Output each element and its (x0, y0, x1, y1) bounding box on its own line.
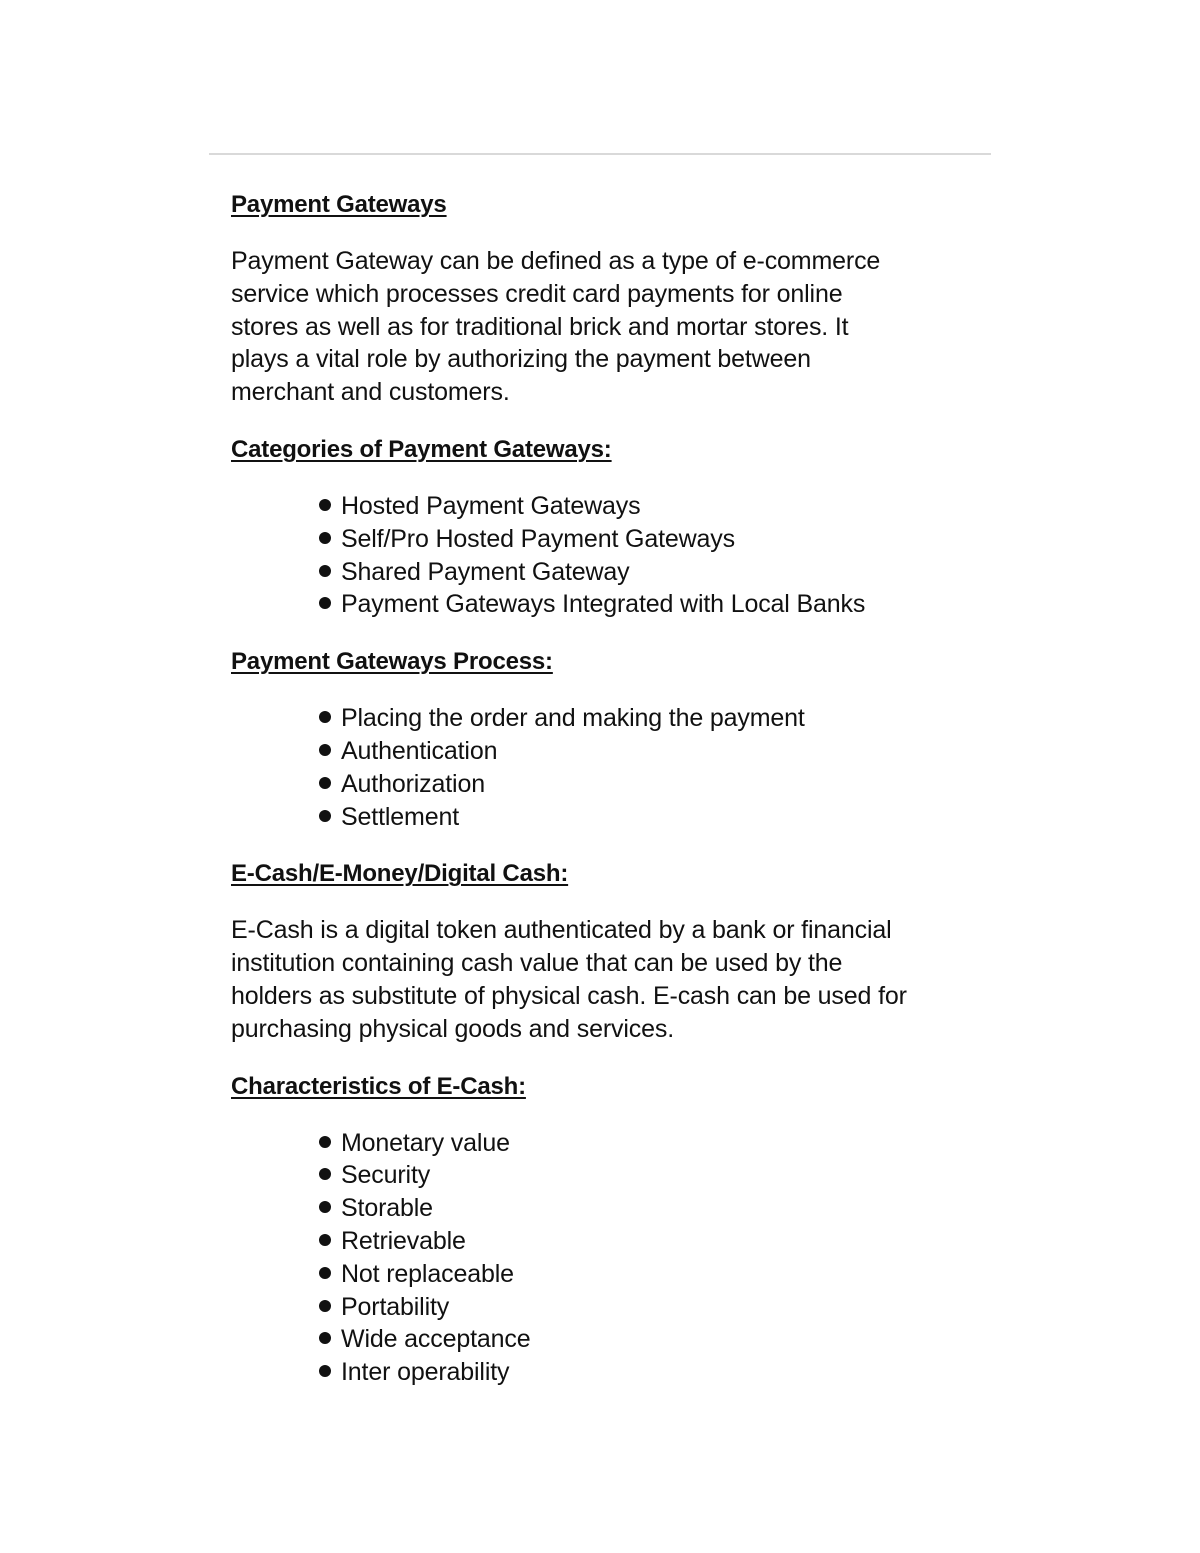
paragraph-ecash-definition (231, 914, 991, 1045)
list-item: Security (319, 1159, 991, 1192)
list-item: Authorization (319, 768, 991, 801)
paragraph-line: merchant and customers. (231, 378, 510, 407)
paragraph-line: E-Cash is a digital token authenticated by a bank or financial (231, 916, 892, 945)
paragraph-line: Payment Gateway can be defined as a type of e-commerce (231, 247, 881, 275)
heading-process: Payment Gateways Process: (231, 648, 553, 676)
paragraph-line: plays a vital role by authorizing the payment between (231, 345, 811, 374)
paragraph-line: holders as substitute of physical cash. E-cash can be used for (231, 981, 907, 1010)
bullet-icon (319, 1267, 331, 1279)
document-body (231, 188, 991, 1389)
categories-list (231, 490, 991, 621)
list-item: Inter operability (319, 1356, 991, 1389)
list-item: Not replaceable (319, 1258, 991, 1291)
list-item: Monetary value (319, 1127, 991, 1160)
list-item: Wide acceptance (319, 1323, 991, 1356)
bullet-icon (319, 1201, 331, 1213)
bullet-icon (319, 777, 331, 789)
bullet-icon (319, 499, 331, 511)
paragraph-line: service which processes credit card payments for online (231, 279, 843, 308)
heading-categories: Categories of Payment Gateways: (231, 435, 612, 463)
list-item: Storable (319, 1192, 991, 1225)
heading-payment-gateways: Payment Gateways (231, 191, 447, 218)
bullet-icon (319, 597, 331, 609)
characteristics-list (231, 1127, 991, 1389)
list-item: Placing the order and making the payment (319, 702, 991, 735)
list-item: Settlement (319, 801, 991, 834)
bullet-icon (319, 744, 331, 756)
paragraph-payment-gateway-definition (231, 245, 991, 409)
list-item: Self/Pro Hosted Payment Gateways (319, 523, 991, 556)
list-item: Payment Gateways Integrated with Local Banks (319, 588, 991, 621)
list-item: Hosted Payment Gateways (319, 490, 991, 523)
bullet-icon (319, 1168, 331, 1180)
bullet-icon (319, 1300, 331, 1312)
paragraph-line: stores as well as for traditional brick and mortar stores. It (231, 312, 849, 341)
top-divider (209, 153, 991, 155)
paragraph-line: purchasing physical goods and services. (231, 1014, 675, 1043)
bullet-icon (319, 565, 331, 577)
list-item: Shared Payment Gateway (319, 556, 991, 589)
bullet-icon (319, 711, 331, 723)
bullet-icon (319, 1332, 331, 1344)
bullet-icon (319, 532, 331, 544)
heading-ecash: E-Cash/E-Money/Digital Cash: (231, 860, 569, 888)
process-list (231, 702, 991, 833)
bullet-icon (319, 1136, 331, 1148)
bullet-icon (319, 810, 331, 822)
bullet-icon (319, 1365, 331, 1377)
bullet-icon (319, 1234, 331, 1246)
list-item: Authentication (319, 735, 991, 768)
list-item: Retrievable (319, 1225, 991, 1258)
heading-characteristics: Characteristics of E-Cash: (231, 1072, 526, 1100)
list-item: Portability (319, 1291, 991, 1324)
paragraph-line: institution containing cash value that can be used by the (231, 949, 843, 978)
